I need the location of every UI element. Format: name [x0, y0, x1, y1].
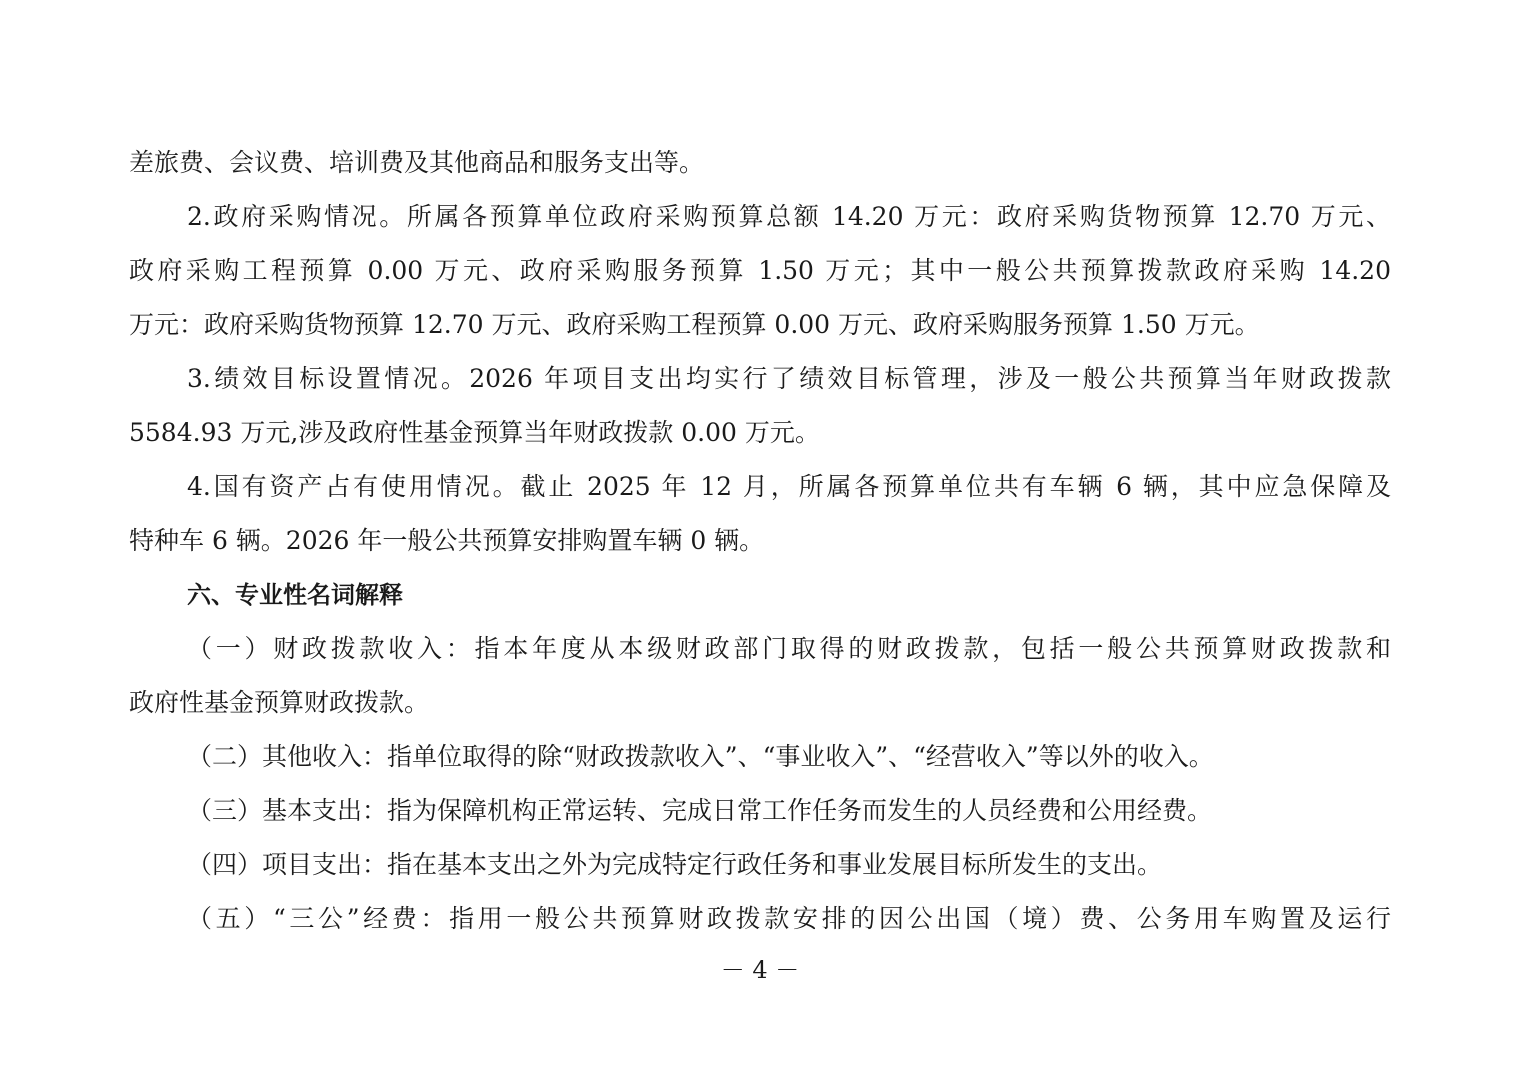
paragraph-line: （三）基本支出：指为保障机构正常运转、完成日常工作任务而发生的人员经费和公用经费。	[187, 796, 1213, 825]
paragraph-line: 政府采购工程预算 0.00 万元、政府采购服务预算 1.50 万元；其中一般公共预算拨款政府采购 14.20	[129, 256, 1391, 285]
paragraph-line: （四）项目支出：指在基本支出之外为完成特定行政任务和事业发展目标所发生的支出。	[187, 850, 1163, 879]
paragraph-line: 3.绩效目标设置情况。2026 年项目支出均实行了绩效目标管理，涉及一般公共预算当年财政拨款	[187, 364, 1391, 393]
section-heading: 六、专业性名词解释	[187, 581, 403, 609]
paragraph-line: 差旅费、会议费、培训费及其他商品和服务支出等。	[129, 148, 705, 177]
paragraph-line: 特种车 6 辆。2026 年一般公共预算安排购置车辆 0 辆。	[129, 526, 765, 555]
paragraph-line: （二）其他收入：指单位取得的除“财政拨款收入”、“事业收入”、“经营收入”等以外的收入。	[187, 742, 1214, 771]
paragraph-line: 4.国有资产占有使用情况。截止 2025 年 12 月，所属各预算单位共有车辆 6 辆，其中应急保障及	[187, 472, 1391, 501]
paragraph-line: （五）“三公”经费：指用一般公共预算财政拨款安排的因公出国（境）费、公务用车购置及运行	[187, 904, 1391, 933]
paragraph-line: 5584.93 万元,涉及政府性基金预算当年财政拨款 0.00 万元。	[129, 418, 820, 447]
document-body	[129, 136, 1391, 946]
paragraph-line: 2.政府采购情况。所属各预算单位政府采购预算总额 14.20 万元：政府采购货物预算 12.70 万元、	[187, 202, 1391, 231]
paragraph-line: （一）财政拨款收入：指本年度从本级财政部门取得的财政拨款，包括一般公共预算财政拨款和	[187, 634, 1391, 663]
paragraph-line: 万元：政府采购货物预算 12.70 万元、政府采购工程预算 0.00 万元、政府采购服务预算 1.50 万元。	[129, 310, 1260, 339]
paragraph-line: 政府性基金预算财政拨款。	[129, 688, 430, 717]
page-number: － 4 －	[720, 956, 800, 984]
